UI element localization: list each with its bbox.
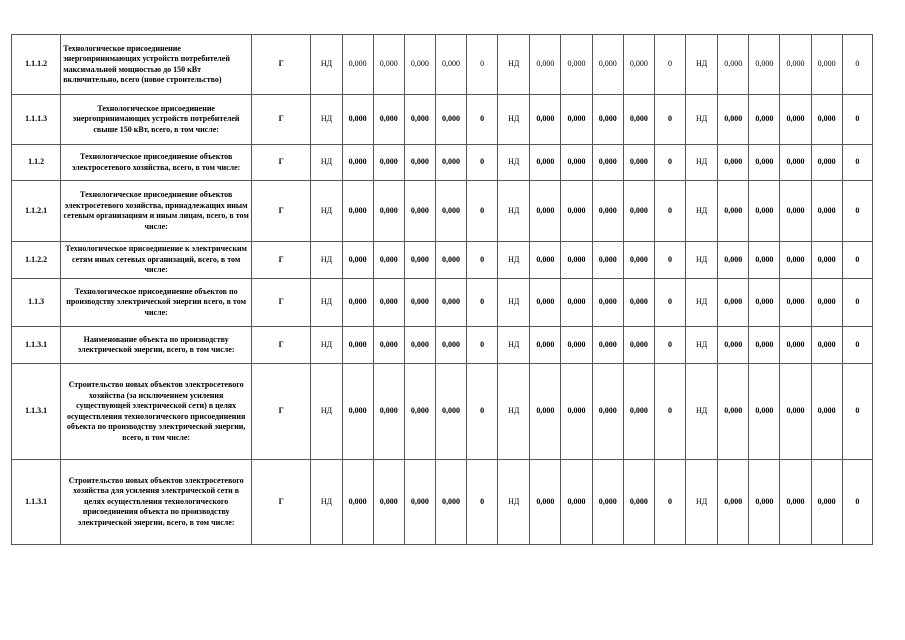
cell-nd: НД (686, 181, 718, 242)
cell-zero: 0 (467, 460, 498, 545)
cell-value: 0,000 (404, 181, 435, 242)
cell-value: 0,000 (718, 364, 749, 460)
row-name: Строительство новых объектов электросетевого хозяйства для усиления электрической сети в целях осуществления технологического присоединения объекта по производству электрической энергии, всего, в том числе: (61, 460, 252, 545)
cell-value: 0,000 (780, 242, 811, 279)
cell-value: 0,000 (718, 327, 749, 364)
cell-zero: 0 (467, 327, 498, 364)
cell-value: 0,000 (435, 279, 466, 327)
row-code: 1.1.3 (12, 279, 61, 327)
cell-value: 0,000 (780, 364, 811, 460)
cell-value: 0,000 (623, 327, 654, 364)
cell-zero: 0 (842, 181, 872, 242)
cell-value: 0,000 (561, 35, 592, 95)
table-row (12, 327, 873, 364)
cell-value: 0,000 (749, 460, 780, 545)
cell-value: 0,000 (373, 95, 404, 145)
cell-value: 0,000 (561, 242, 592, 279)
row-name: Технологическое присоединение объектов электросетевого хозяйства, принадлежащих иным сетевым организациям и иным лицам, всего, в том числе: (61, 181, 252, 242)
cell-nd: НД (686, 145, 718, 181)
cell-value: 0,000 (530, 364, 561, 460)
cell-value: 0,000 (435, 460, 466, 545)
cell-value: 0,000 (780, 279, 811, 327)
cell-nd: НД (311, 181, 342, 242)
row-code: 1.1.2.2 (12, 242, 61, 279)
cell-value: 0,000 (749, 145, 780, 181)
cell-value: 0,000 (592, 145, 623, 181)
cell-value: 0,000 (342, 364, 373, 460)
cell-value: 0,000 (811, 460, 842, 545)
cell-value: 0,000 (373, 327, 404, 364)
cell-value: 0,000 (342, 95, 373, 145)
cell-value: 0,000 (404, 279, 435, 327)
row-type: Г (252, 327, 311, 364)
row-name: Технологическое присоединение объектов по производству электрической энергии всего, в том числе: (61, 279, 252, 327)
cell-value: 0,000 (342, 460, 373, 545)
cell-zero: 0 (467, 279, 498, 327)
row-code: 1.1.2.1 (12, 181, 61, 242)
cell-value: 0,000 (811, 35, 842, 95)
cell-value: 0,000 (592, 35, 623, 95)
cell-value: 0,000 (530, 145, 561, 181)
cell-value: 0,000 (530, 181, 561, 242)
table-row (12, 364, 873, 460)
cell-value: 0,000 (623, 181, 654, 242)
cell-nd: НД (311, 364, 342, 460)
cell-value: 0,000 (780, 145, 811, 181)
cell-zero: 0 (842, 327, 872, 364)
row-code: 1.1.3.1 (12, 364, 61, 460)
row-type: Г (252, 95, 311, 145)
cell-value: 0,000 (718, 242, 749, 279)
cell-value: 0,000 (623, 279, 654, 327)
cell-value: 0,000 (342, 181, 373, 242)
row-name: Технологическое присоединение объектов электросетевого хозяйства, всего, в том числе: (61, 145, 252, 181)
cell-value: 0,000 (342, 242, 373, 279)
cell-value: 0,000 (561, 327, 592, 364)
table-row (12, 35, 873, 95)
cell-nd: НД (498, 181, 530, 242)
cell-zero: 0 (654, 327, 685, 364)
cell-value: 0,000 (780, 95, 811, 145)
cell-value: 0,000 (592, 95, 623, 145)
cell-value: 0,000 (592, 279, 623, 327)
cell-value: 0,000 (623, 35, 654, 95)
cell-value: 0,000 (811, 145, 842, 181)
cell-nd: НД (498, 95, 530, 145)
table-row (12, 95, 873, 145)
cell-value: 0,000 (811, 181, 842, 242)
cell-nd: НД (498, 145, 530, 181)
cell-value: 0,000 (749, 242, 780, 279)
row-name: Технологическое присоединение энергопринимающих устройств потребителей свыше 150 кВт, всего, в том числе: (61, 95, 252, 145)
cell-value: 0,000 (749, 327, 780, 364)
cell-zero: 0 (467, 35, 498, 95)
cell-value: 0,000 (811, 95, 842, 145)
cell-value: 0,000 (435, 35, 466, 95)
cell-value: 0,000 (373, 35, 404, 95)
cell-nd: НД (311, 327, 342, 364)
cell-value: 0,000 (623, 364, 654, 460)
cell-nd: НД (686, 327, 718, 364)
cell-value: 0,000 (561, 145, 592, 181)
table-row (12, 242, 873, 279)
cell-zero: 0 (842, 242, 872, 279)
cell-value: 0,000 (749, 279, 780, 327)
table-row (12, 279, 873, 327)
cell-value: 0,000 (811, 327, 842, 364)
table-row (12, 145, 873, 181)
cell-zero: 0 (654, 460, 685, 545)
cell-zero: 0 (842, 364, 872, 460)
cell-value: 0,000 (404, 242, 435, 279)
cell-value: 0,000 (623, 242, 654, 279)
cell-value: 0,000 (592, 181, 623, 242)
cell-value: 0,000 (404, 145, 435, 181)
cell-value: 0,000 (404, 460, 435, 545)
cell-value: 0,000 (811, 242, 842, 279)
cell-value: 0,000 (811, 364, 842, 460)
cell-nd: НД (686, 364, 718, 460)
cell-value: 0,000 (780, 35, 811, 95)
cell-zero: 0 (654, 35, 685, 95)
cell-value: 0,000 (404, 35, 435, 95)
cell-value: 0,000 (373, 242, 404, 279)
row-name: Наименование объекта по производству электрической энергии, всего, в том числе: (61, 327, 252, 364)
cell-value: 0,000 (435, 95, 466, 145)
row-type: Г (252, 35, 311, 95)
row-name: Технологическое присоединение к электрическим сетям иных сетевых организаций, всего, в том числе: (61, 242, 252, 279)
cell-zero: 0 (842, 95, 872, 145)
cell-zero: 0 (842, 145, 872, 181)
cell-value: 0,000 (530, 460, 561, 545)
cell-value: 0,000 (718, 181, 749, 242)
cell-value: 0,000 (530, 279, 561, 327)
cell-value: 0,000 (404, 364, 435, 460)
cell-value: 0,000 (561, 181, 592, 242)
row-type: Г (252, 242, 311, 279)
cell-nd: НД (498, 242, 530, 279)
cell-nd: НД (498, 35, 530, 95)
cell-value: 0,000 (718, 460, 749, 545)
cell-zero: 0 (467, 145, 498, 181)
cell-value: 0,000 (342, 327, 373, 364)
cell-nd: НД (311, 279, 342, 327)
cell-zero: 0 (467, 95, 498, 145)
cell-zero: 0 (842, 35, 872, 95)
cell-zero: 0 (654, 242, 685, 279)
row-type: Г (252, 460, 311, 545)
cell-value: 0,000 (718, 35, 749, 95)
cell-nd: НД (498, 327, 530, 364)
table-row (12, 460, 873, 545)
cell-value: 0,000 (780, 181, 811, 242)
cell-value: 0,000 (623, 95, 654, 145)
cell-nd: НД (311, 242, 342, 279)
cell-value: 0,000 (561, 364, 592, 460)
cell-value: 0,000 (561, 95, 592, 145)
row-name: Технологическое присоединение энергопринимающих устройств потребителей максимальной мощностью до 150 кВт включительно, всего (новое строительство) (61, 35, 252, 95)
cell-value: 0,000 (749, 181, 780, 242)
row-type: Г (252, 279, 311, 327)
cell-value: 0,000 (342, 35, 373, 95)
cell-zero: 0 (467, 364, 498, 460)
cell-value: 0,000 (592, 460, 623, 545)
cell-value: 0,000 (749, 364, 780, 460)
cell-value: 0,000 (592, 242, 623, 279)
cell-value: 0,000 (530, 95, 561, 145)
cell-nd: НД (686, 95, 718, 145)
cell-nd: НД (311, 460, 342, 545)
cell-value: 0,000 (373, 279, 404, 327)
row-type: Г (252, 145, 311, 181)
cell-value: 0,000 (435, 145, 466, 181)
cell-value: 0,000 (373, 364, 404, 460)
cell-value: 0,000 (373, 181, 404, 242)
row-code: 1.1.3.1 (12, 460, 61, 545)
cell-nd: НД (311, 35, 342, 95)
cell-value: 0,000 (404, 327, 435, 364)
cell-value: 0,000 (561, 460, 592, 545)
cell-nd: НД (311, 95, 342, 145)
cell-value: 0,000 (749, 35, 780, 95)
cell-zero: 0 (654, 95, 685, 145)
cell-value: 0,000 (435, 327, 466, 364)
cell-value: 0,000 (435, 181, 466, 242)
cell-value: 0,000 (404, 95, 435, 145)
cell-value: 0,000 (718, 145, 749, 181)
cell-zero: 0 (654, 181, 685, 242)
cell-value: 0,000 (530, 327, 561, 364)
cell-value: 0,000 (373, 145, 404, 181)
table-row (12, 181, 873, 242)
cell-value: 0,000 (373, 460, 404, 545)
cell-value: 0,000 (749, 95, 780, 145)
cell-value: 0,000 (561, 279, 592, 327)
cell-value: 0,000 (623, 145, 654, 181)
cell-value: 0,000 (718, 279, 749, 327)
row-name: Строительство новых объектов электросетевого хозяйства (за исключением усиления существующей электрической сети) в целях осуществления технологического присоединения объекта по производству электрической энергии, всего, в том числе: (61, 364, 252, 460)
cell-zero: 0 (467, 181, 498, 242)
cell-zero: 0 (842, 279, 872, 327)
cell-value: 0,000 (530, 242, 561, 279)
cell-nd: НД (498, 364, 530, 460)
cell-value: 0,000 (780, 327, 811, 364)
cell-zero: 0 (654, 145, 685, 181)
row-code: 1.1.3.1 (12, 327, 61, 364)
cell-nd: НД (686, 279, 718, 327)
cell-nd: НД (311, 145, 342, 181)
cell-zero: 0 (654, 364, 685, 460)
row-code: 1.1.2 (12, 145, 61, 181)
cell-value: 0,000 (342, 279, 373, 327)
cell-nd: НД (498, 279, 530, 327)
cell-value: 0,000 (530, 35, 561, 95)
cell-value: 0,000 (592, 364, 623, 460)
cell-zero: 0 (467, 242, 498, 279)
cell-zero: 0 (654, 279, 685, 327)
cell-value: 0,000 (342, 145, 373, 181)
row-type: Г (252, 181, 311, 242)
cell-value: 0,000 (435, 242, 466, 279)
row-code: 1.1.1.3 (12, 95, 61, 145)
row-code: 1.1.1.2 (12, 35, 61, 95)
cell-nd: НД (686, 460, 718, 545)
row-type: Г (252, 364, 311, 460)
cell-nd: НД (686, 242, 718, 279)
cell-value: 0,000 (718, 95, 749, 145)
cell-value: 0,000 (623, 460, 654, 545)
cell-value: 0,000 (592, 327, 623, 364)
cell-value: 0,000 (435, 364, 466, 460)
cell-value: 0,000 (811, 279, 842, 327)
data-table (11, 34, 873, 545)
cell-nd: НД (686, 35, 718, 95)
cell-value: 0,000 (780, 460, 811, 545)
cell-zero: 0 (842, 460, 872, 545)
cell-nd: НД (498, 460, 530, 545)
